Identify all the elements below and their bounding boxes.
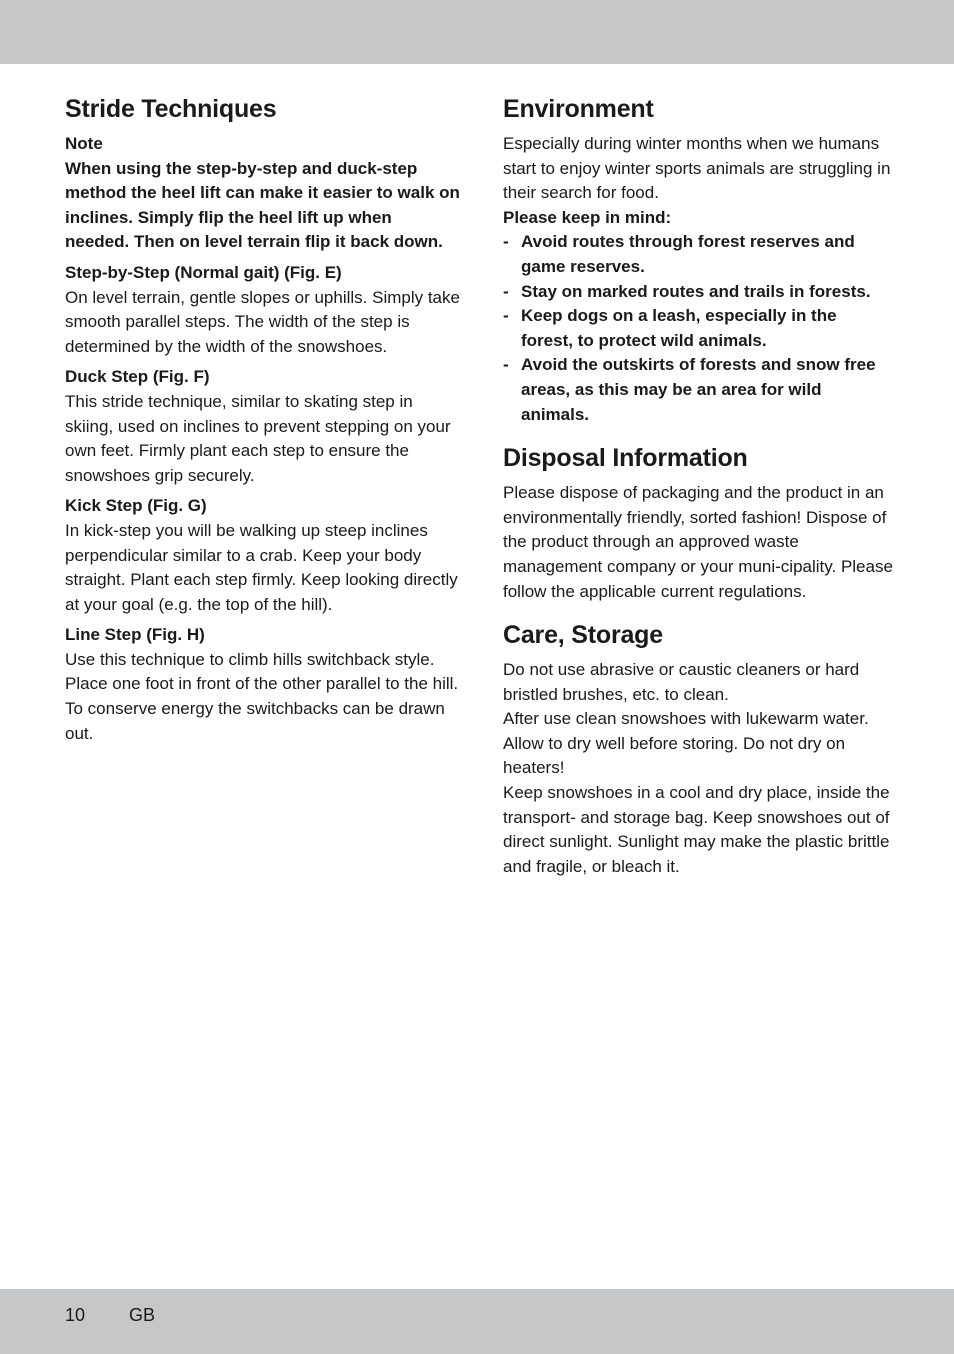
environment-heading: Environment: [503, 95, 654, 123]
note-label: Note: [65, 134, 103, 153]
list-item: - Stay on marked routes and trails in forests.: [503, 280, 893, 305]
section-heading: Line Step (Fig. H): [65, 625, 205, 645]
list-item: - Avoid the outskirts of forests and snow free areas, as this may be an area for wild animals.: [503, 353, 893, 427]
section-body: This stride technique, similar to skating step in skiing, used on inclines to prevent stepping on your own feet. Firmly plant each step to ensure the snowshoes grip securely.: [65, 391, 451, 485]
section-body: In kick-step you will be walking up steep inclines perpendicular similar to a crab. Keep your body straight. Plant each step firmly. Keep looking directly at your goal (e.g. the top of the hill).: [65, 520, 458, 614]
disposal-heading: Disposal Information: [503, 444, 748, 473]
list-item: - Keep dogs on a leash, especially in the forest, to protect wild animals.: [503, 304, 893, 353]
stride-techniques-heading: Stride Techniques: [65, 95, 277, 123]
stride-section-duck-step: [65, 365, 460, 488]
care-paragraph: After use clean snowshoes with lukewarm water. Allow to dry well before storing. Do not dry on heaters!: [503, 709, 869, 778]
stride-section-kick-step: [65, 494, 460, 617]
stride-section-line-step: [65, 623, 460, 746]
care-paragraph: Keep snowshoes in a cool and dry place, inside the transport- and storage bag. Keep snowshoes out of direct sunlight. Sunlight may make the plastic brittle and fragile, or bleach it.: [503, 783, 890, 876]
environment-intro: Especially during winter months when we humans start to enjoy winter sports animals are struggling in their search for food.: [503, 134, 891, 203]
list-item: - Avoid routes through forest reserves and game reserves.: [503, 230, 893, 279]
disposal-body: Please dispose of packaging and the product in an environmentally friendly, sorted fashion! Dispose of the product through an approved waste management company or your muni-cipality. Please follow the applicable current regulations.: [503, 483, 893, 601]
section-body: Use this technique to climb hills switchback style. Place one foot in front of the other parallel to the hill. To conserve energy the switchbacks can be drawn out.: [65, 649, 459, 743]
left-column: [65, 92, 460, 746]
header-band: [0, 0, 954, 64]
right-column: [503, 92, 893, 879]
care-storage-heading: Care, Storage: [503, 621, 663, 650]
section-heading: Step-by-Step (Normal gait) (Fig. E): [65, 262, 342, 282]
section-heading: Kick Step (Fig. G): [65, 496, 207, 516]
language-code: GB: [129, 1305, 156, 1325]
section-body: On level terrain, gentle slopes or uphills. Simply take smooth parallel steps. The width of the step is determined by the width of the snowshoes.: [65, 287, 460, 356]
keep-in-mind-label: Please keep in mind:: [503, 207, 672, 227]
stride-section-step-by-step: [65, 261, 460, 359]
section-heading: Duck Step (Fig. F): [65, 367, 210, 387]
page-number: 10: [65, 1305, 86, 1325]
care-paragraph: Do not use abrasive or caustic cleaners or hard bristled brushes, etc. to clean.: [503, 660, 860, 704]
environment-list: [503, 230, 893, 427]
note-text: When using the step-by-step and duck-step method the heel lift can make it easier to walk on inclines. Simply flip the heel lift up when needed. Then on level terrain flip it back down.: [65, 158, 460, 252]
